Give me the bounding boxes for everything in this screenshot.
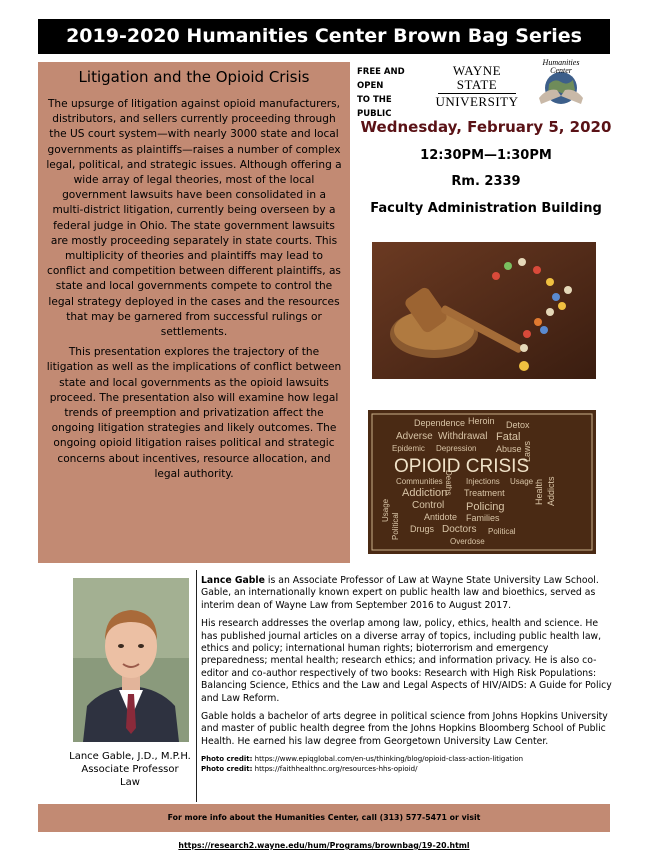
wordcloud-word: Drugs	[410, 524, 435, 534]
event-date: Wednesday, February 5, 2020	[360, 118, 612, 136]
speaker-portrait	[73, 578, 189, 742]
wordcloud-word: Epidemic	[392, 444, 425, 453]
event-room: Rm. 2339	[451, 174, 521, 189]
wordcloud-word: Abuse	[496, 444, 522, 454]
wordcloud-word: Policing	[466, 501, 505, 513]
photo-credit-1: Photo credit: https://www.epiqglobal.com/en-us/thinking/blog/opioid-class-action-litigation	[201, 755, 524, 764]
wordcloud-word: OPIOID CRISIS	[394, 456, 530, 477]
wordcloud-word: Fatal	[496, 431, 521, 443]
abstract-paragraph-2: This presentation explores the trajectory of the litigation as well as the implications of conflict between state and local governments as the opioid lawsuits proceed. The presentation also will examine how legal trends of preemption and privatization affect the ongoing litigation strategies and likely outcomes. The ongoing opioid litigation raises political and strategic concerns about incentives, resource allocation, and legal authority.	[46, 346, 342, 480]
footer-bar	[38, 804, 610, 850]
speaker-caption	[40, 750, 220, 789]
wordcloud-word: Usage	[381, 498, 390, 522]
wordcloud-word: Dependence	[414, 418, 466, 428]
wordcloud-word: Treatment	[464, 488, 505, 498]
wordcloud-word: Addicts	[546, 476, 556, 506]
free-notice: FREE AND OPEN TO THE PUBLIC	[357, 67, 405, 119]
speaker-caption-name: Lance Gable, J.D., M.P.H.	[69, 751, 191, 762]
humanities-center-wordmark: Humanities Center	[542, 58, 580, 75]
wordcloud-word: Doctors	[442, 524, 477, 535]
wordcloud-word: Control	[412, 500, 445, 511]
bio-paragraph-3: Gable holds a bachelor of arts degree in political science from Johns Hopkins University and master of public health degree from the Johns Hopkins Bloomberg School of Public Health. He earned his law degree from Georgetown University Law Center.	[201, 711, 608, 747]
wordcloud-word: Deaths	[444, 470, 453, 496]
footer-text: For more info about the Humanities Center, call (313) 577-5471 or visit	[167, 813, 481, 822]
wordcloud-word: Health	[534, 478, 544, 505]
wordcloud-word: Heroin	[468, 416, 495, 426]
gavel-and-pills-photo	[372, 242, 596, 379]
wordcloud-word: Injections	[466, 477, 500, 486]
wordcloud-word: Withdrawal	[438, 431, 488, 442]
talk-title: Litigation and the Opioid Crisis	[78, 68, 310, 86]
wordcloud-word: Depression	[436, 444, 477, 453]
event-building: Faculty Administration Building	[370, 201, 602, 216]
series-banner: 2019-2020 Humanities Center Brown Bag Series	[38, 19, 610, 54]
divider	[196, 570, 197, 802]
wordcloud-word: Laws	[522, 440, 532, 462]
abstract-paragraph-1: The upsurge of litigation against opioid manufacturers, distributors, and sellers currently proceeding through the US court system—with nearly 3000 state and local governments as plaintiffs—raises a number of complex legal, political, and strategic issues. Although offering a wide array of legal theories, most of the local government lawsuits have been consolidated in a multi-district litigation, currently being overseen by a federal judge in Ohio. The state government lawsuits are mostly proceeding separately in state courts. This multiplicity of theories and plaintiffs may lead to conflict and competition between different plaintiffs, as state and local governments compete to control the legal strategy deployed in the cases and the resources that may be garnered from successful rulings or settlements.	[46, 98, 342, 339]
speaker-bio	[201, 575, 613, 774]
wordcloud-word: Detox	[506, 420, 530, 430]
abstract-panel	[38, 62, 350, 563]
opioid-crisis-wordcloud	[368, 410, 596, 554]
bio-paragraph-2: His research addresses the overlap among law, policy, ethics, health and science. He has published journal articles on a diverse array of topics, including public health law, ethics and policy; international human rights; bioterrorism and emergency preparedness; mental health; research ethics; and information privacy. He is also co-editor and co-author respectively of two books: Research with High Risk Populations: Balancing Science, Ethics and the Law and Legal Aspects of HIV/AIDS: A Guide for Policy and Law Reform.	[201, 618, 612, 704]
wordcloud-word: Communities	[396, 477, 443, 486]
speaker-caption-dept: Law	[120, 777, 140, 788]
bio-speaker-name: Lance Gable	[201, 575, 265, 586]
wordcloud-word: Political	[488, 527, 516, 536]
wordcloud-word: Overdose	[450, 537, 485, 546]
bio-paragraph-1: Lance Gable is an Associate Professor of Law at Wayne State University Law School. Gable, an internationally known expert on public health law and bioethics, served as interim dean of Wayne Law from September 2016 to August 2017.	[201, 575, 599, 611]
wayne-state-logo: WAYNE STATE UNIVERSITY	[435, 63, 519, 109]
wordcloud-word: Families	[466, 513, 500, 523]
event-time: 12:30PM—1:30PM	[420, 148, 552, 163]
wordcloud-word: Political	[391, 512, 400, 540]
photo-credit-2: Photo credit: https://faithhealthnc.org/resources-hhs-opioid/	[201, 765, 418, 774]
wordcloud-word: Adverse	[396, 431, 433, 442]
speaker-caption-title: Associate Professor	[81, 764, 179, 775]
wordcloud-word: Addiction	[402, 487, 448, 499]
wordcloud-word: Usage	[510, 477, 534, 486]
wordcloud-word: Antidote	[424, 512, 458, 522]
footer-link[interactable]: https://research2.wayne.edu/hum/Programs/brownbag/19-20.html	[178, 841, 470, 850]
